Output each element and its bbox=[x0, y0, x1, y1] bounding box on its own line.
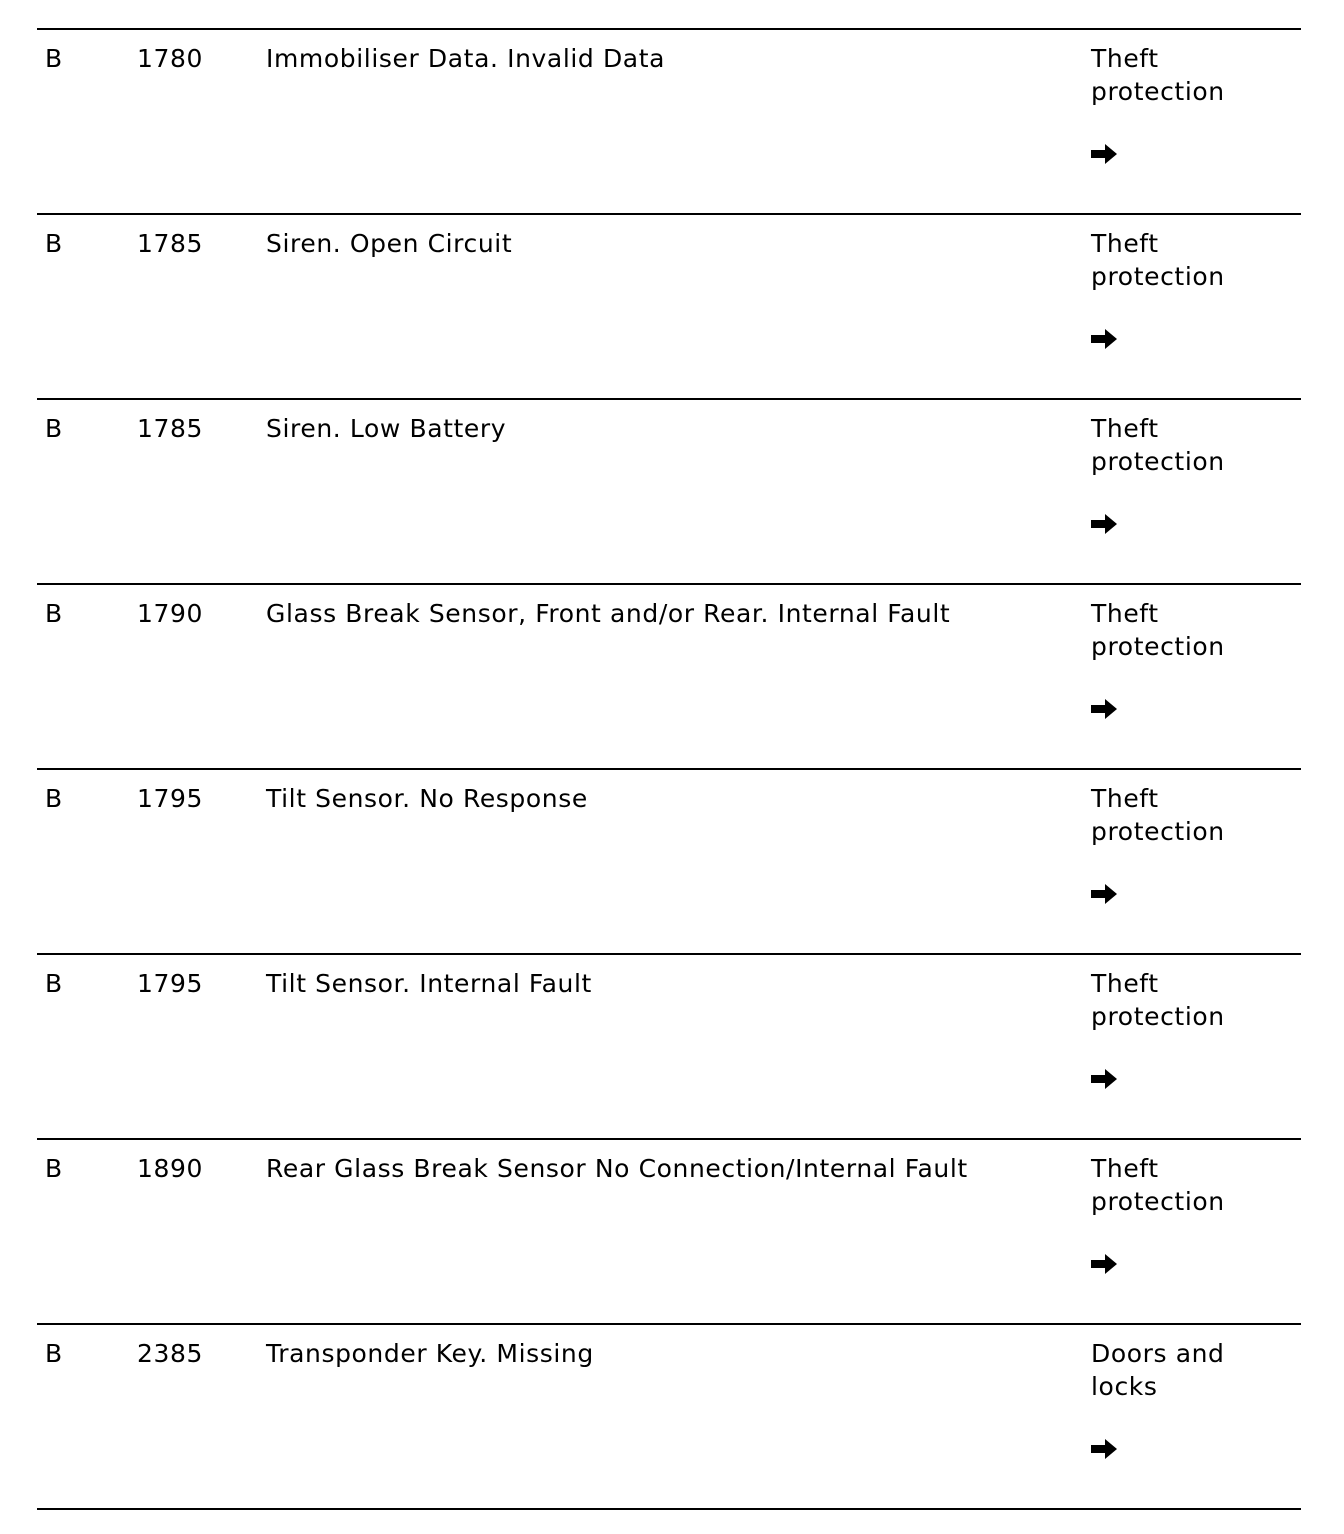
category-label: Doors and locks bbox=[1091, 1339, 1225, 1401]
system-letter: B bbox=[45, 784, 63, 813]
system-letter: B bbox=[45, 229, 63, 258]
fault-description: Tilt Sensor. No Response bbox=[266, 784, 588, 813]
table-row bbox=[37, 1140, 1301, 1325]
fault-code-table bbox=[37, 28, 1301, 1510]
table-row bbox=[37, 770, 1301, 955]
fault-code: 1785 bbox=[137, 414, 204, 443]
right-arrow-icon[interactable] bbox=[1091, 1069, 1117, 1089]
table-row bbox=[37, 215, 1301, 400]
category-label: Theft protection bbox=[1091, 784, 1225, 846]
category-label: Theft protection bbox=[1091, 599, 1225, 661]
right-arrow-icon[interactable] bbox=[1091, 884, 1117, 904]
system-letter: B bbox=[45, 44, 63, 73]
category-label: Theft protection bbox=[1091, 414, 1225, 476]
fault-description: Siren. Low Battery bbox=[266, 414, 507, 443]
category-label: Theft protection bbox=[1091, 229, 1225, 291]
fault-description: Tilt Sensor. Internal Fault bbox=[266, 969, 592, 998]
system-letter: B bbox=[45, 599, 63, 628]
fault-description: Glass Break Sensor, Front and/or Rear. Internal Fault bbox=[266, 599, 951, 628]
fault-code: 1890 bbox=[137, 1154, 204, 1183]
system-letter: B bbox=[45, 1154, 63, 1183]
fault-description: Rear Glass Break Sensor No Connection/Internal Fault bbox=[266, 1154, 968, 1183]
fault-code: 2385 bbox=[137, 1339, 204, 1368]
fault-code: 1795 bbox=[137, 969, 204, 998]
right-arrow-icon[interactable] bbox=[1091, 1439, 1117, 1459]
system-letter: B bbox=[45, 414, 63, 443]
table-row bbox=[37, 585, 1301, 770]
fault-description: Transponder Key. Missing bbox=[266, 1339, 594, 1368]
fault-description: Immobiliser Data. Invalid Data bbox=[266, 44, 666, 73]
right-arrow-icon[interactable] bbox=[1091, 514, 1117, 534]
table-row bbox=[37, 1325, 1301, 1510]
table-row bbox=[37, 400, 1301, 585]
fault-code: 1795 bbox=[137, 784, 204, 813]
right-arrow-icon[interactable] bbox=[1091, 699, 1117, 719]
right-arrow-icon[interactable] bbox=[1091, 144, 1117, 164]
fault-code: 1780 bbox=[137, 44, 204, 73]
system-letter: B bbox=[45, 969, 63, 998]
right-arrow-icon[interactable] bbox=[1091, 329, 1117, 349]
category-label: Theft protection bbox=[1091, 44, 1225, 106]
fault-description: Siren. Open Circuit bbox=[266, 229, 513, 258]
table-row bbox=[37, 955, 1301, 1140]
system-letter: B bbox=[45, 1339, 63, 1368]
table-row bbox=[37, 30, 1301, 215]
fault-code: 1785 bbox=[137, 229, 204, 258]
category-label: Theft protection bbox=[1091, 1154, 1225, 1216]
category-label: Theft protection bbox=[1091, 969, 1225, 1031]
right-arrow-icon[interactable] bbox=[1091, 1254, 1117, 1274]
fault-code: 1790 bbox=[137, 599, 204, 628]
